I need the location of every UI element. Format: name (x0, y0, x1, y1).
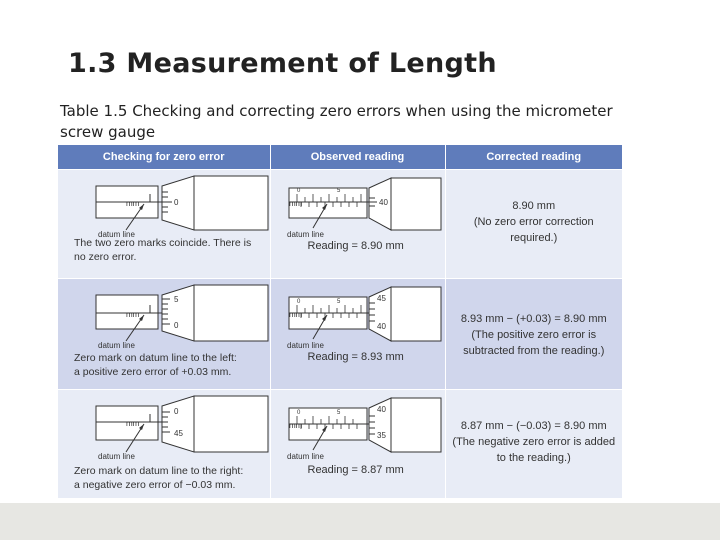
table-row (58, 279, 622, 390)
thimble-45-label: 45 (376, 294, 386, 303)
header-observed: Observed reading (270, 145, 445, 170)
micrometer-reading-diagram (287, 394, 445, 460)
mm-label: mm (126, 310, 140, 319)
corrected-note: (The negative zero error is added (452, 436, 616, 448)
thimble-35-label: 35 (376, 431, 386, 440)
micrometer-diagram-positive-error (94, 283, 270, 349)
mm-label: mm (288, 310, 302, 319)
svg-text:5: 5 (336, 410, 340, 416)
datum-line-label: datum line (98, 341, 135, 349)
thimble-zero-label: 0 (174, 321, 179, 330)
datum-line-label: datum line (98, 230, 135, 238)
check-text-line: no zero error. (74, 251, 137, 263)
table-caption (60, 101, 620, 143)
caption-label: Table 1.5 (60, 102, 128, 120)
observed-reading: Reading = 8.87 mm (307, 464, 404, 476)
thimble-40-label: 40 (376, 322, 386, 331)
datum-line-label: datum line (286, 341, 324, 349)
thimble-5-label: 5 (174, 295, 179, 304)
table-row (58, 390, 622, 499)
thimble-45-label: 45 (174, 429, 183, 438)
check-text-line: Zero mark on datum line to the left: (74, 352, 237, 364)
corrected-reading: 8.93 mm − (+0.03) = 8.90 mm (460, 313, 607, 325)
micrometer-reading-diagram (287, 174, 445, 238)
corrected-note: (No zero error correction (473, 216, 594, 228)
svg-text:0: 0 (296, 188, 300, 194)
svg-text:0: 0 (296, 299, 300, 305)
check-text-line: Zero mark on datum line to the right: (74, 465, 244, 477)
footer-bar (0, 503, 720, 540)
datum-line-label: datum line (286, 452, 324, 460)
datum-line-label: datum line (286, 230, 324, 238)
thimble-40-label: 40 (378, 198, 388, 207)
corrected-note: (The positive zero error is (471, 329, 597, 341)
check-text-line: a positive zero error of +0.03 mm. (74, 366, 232, 378)
svg-text:0: 0 (296, 410, 300, 416)
thimble-zero-label: 0 (174, 407, 179, 416)
header-checking: Checking for zero error (58, 145, 270, 170)
svg-text:5: 5 (336, 188, 340, 194)
thimble-zero-label: 0 (174, 198, 179, 207)
mm-label: mm (288, 199, 302, 208)
check-text-line: a negative zero error of −0.03 mm. (74, 479, 236, 491)
micrometer-reading-diagram (287, 283, 445, 349)
corrected-reading: 8.90 mm (512, 200, 556, 212)
mm-label: mm (126, 199, 140, 208)
svg-text:5: 5 (336, 299, 340, 305)
thimble-40-label: 40 (376, 405, 386, 414)
micrometer-diagram-negative-error (94, 394, 270, 460)
zero-error-table (58, 145, 622, 497)
observed-reading: Reading = 8.90 mm (307, 240, 404, 252)
observed-reading: Reading = 8.93 mm (307, 351, 404, 363)
table-row (58, 170, 622, 279)
mm-label: mm (126, 419, 140, 428)
caption-text: Checking and correcting zero errors when using the micrometer screw gauge (60, 102, 613, 141)
datum-line-label: datum line (98, 452, 135, 460)
micrometer-diagram-no-error (94, 174, 270, 238)
corrected-note: to the reading.) (496, 452, 571, 464)
mm-label: mm (288, 421, 302, 430)
header-corrected: Corrected reading (445, 145, 622, 170)
corrected-note: required.) (510, 232, 558, 244)
check-text-line: The two zero marks coincide. There is (74, 237, 252, 249)
slide-title: 1.3 Measurement of Length (68, 48, 497, 79)
corrected-reading: 8.87 mm − (−0.03) = 8.90 mm (460, 420, 607, 432)
corrected-note: subtracted from the reading.) (463, 345, 605, 357)
